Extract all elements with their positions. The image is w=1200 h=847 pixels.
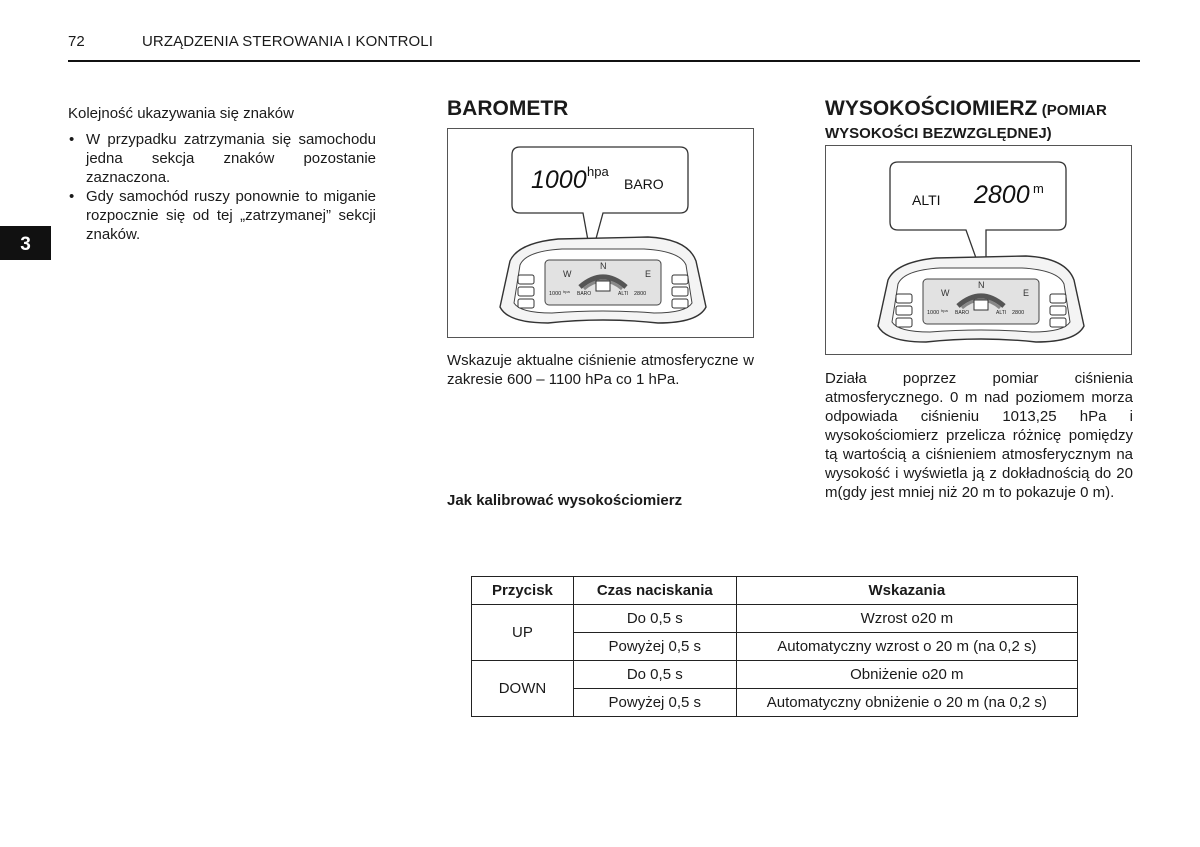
header-rule	[68, 60, 1140, 62]
altimeter-heading-sub-1: (POMIAR	[1041, 102, 1107, 119]
alti-display-label: ALTI	[912, 192, 941, 208]
compass-e: E	[1023, 288, 1030, 298]
page-number: 72	[68, 33, 85, 50]
table-header-row	[472, 577, 1078, 605]
time-cell: Do 0,5 s	[573, 605, 736, 633]
alti-display-unit: m	[1033, 181, 1044, 196]
list-item: • Gdy samochód ruszy ponownie to miganie rozpocznie się od tej „zatrzymanej” sekcji znaków.	[69, 188, 376, 243]
sign-order-list	[68, 130, 376, 244]
compass-w: W	[941, 288, 950, 298]
mini-baro-value: 1000	[549, 291, 562, 297]
instrument-panel	[500, 237, 706, 323]
sign-order-section	[68, 104, 376, 244]
altimeter-heading-main: WYSOKOŚCIOMIERZ	[825, 97, 1038, 120]
table-row	[472, 661, 1078, 689]
mini-baro-label: BARO	[577, 291, 592, 297]
altimeter-heading	[825, 97, 1135, 145]
altimeter-heading-sub-2: WYSOKOŚCI BEZWZGLĘDNEJ)	[825, 125, 1052, 142]
mini-baro-unit: hpa	[563, 289, 570, 294]
compass-n: N	[978, 280, 985, 290]
compass-e: E	[645, 269, 652, 279]
column-header: Czas naciskania	[573, 577, 736, 605]
barometer-illustration	[448, 129, 753, 337]
altimeter-figure	[825, 145, 1132, 355]
column-header: Wskazania	[736, 577, 1077, 605]
bullet-icon: •	[69, 131, 75, 148]
mini-baro-unit: hpa	[941, 308, 948, 313]
compass-w: W	[563, 269, 572, 279]
mini-alti-value: 2800	[1012, 310, 1025, 316]
altimeter-illustration	[826, 146, 1131, 354]
table-row	[472, 605, 1078, 633]
mini-baro-label: BARO	[955, 310, 970, 316]
compass-n: N	[600, 261, 607, 271]
mini-alti-label: ALTI	[618, 291, 629, 297]
mini-alti-value: 2800	[634, 291, 647, 297]
result-cell: Wzrost o20 m	[736, 605, 1077, 633]
baro-display-label: BARO	[624, 176, 664, 192]
barometer-heading: BAROMETR	[447, 97, 569, 120]
time-cell: Do 0,5 s	[573, 661, 736, 689]
chapter-tab: 3	[0, 226, 51, 260]
time-cell: Powyżej 0,5 s	[573, 689, 736, 717]
result-cell: Automatyczny wzrost o 20 m (na 0,2 s)	[736, 633, 1077, 661]
calibration-heading: Jak kalibrować wysokościomierz	[447, 492, 683, 509]
instrument-panel	[878, 256, 1084, 342]
baro-display-value: 1000	[531, 166, 587, 194]
altimeter-description: Działa poprzez pomiar ciśnienia atmosferycznego. 0 m nad poziomem morza odpowiada ciśnieniu 1013,25 hPa i wysokościomierz przelicza różnicę pomiędzy tą wartością a ciśnieniem atmosferycznym na wysokość i wyświetla ją z dokładnością do 20 m(gdy jest mniej niż 20 m to pokazuje 0 m).	[825, 370, 1133, 501]
result-cell: Obniżenie o20 m	[736, 661, 1077, 689]
button-cell: DOWN	[472, 661, 574, 717]
bullet-icon: •	[69, 188, 75, 205]
barometer-figure	[447, 128, 754, 338]
alti-display-value: 2800	[974, 181, 1030, 209]
baro-display-unit: hpa	[587, 164, 609, 179]
barometer-description: Wskazuje aktualne ciśnienie atmosferyczne w zakresie 600 – 1100 hPa co 1 hPa.	[447, 352, 754, 388]
result-cell: Automatyczny obniżenie o 20 m (na 0,2 s)	[736, 689, 1077, 717]
list-item: • W przypadku zatrzymania się samochodu jedna sekcja znaków pozostanie zaznaczona.	[69, 131, 376, 186]
mini-alti-label: ALTI	[996, 310, 1007, 316]
calibration-table	[471, 576, 1078, 717]
section-title: URZĄDZENIA STEROWANIA I KONTROLI	[142, 33, 434, 50]
sign-order-intro: Kolejność ukazywania się znaków	[68, 105, 294, 122]
column-header: Przycisk	[472, 577, 574, 605]
time-cell: Powyżej 0,5 s	[573, 633, 736, 661]
mini-baro-value: 1000	[927, 310, 940, 316]
button-cell: UP	[472, 605, 574, 661]
